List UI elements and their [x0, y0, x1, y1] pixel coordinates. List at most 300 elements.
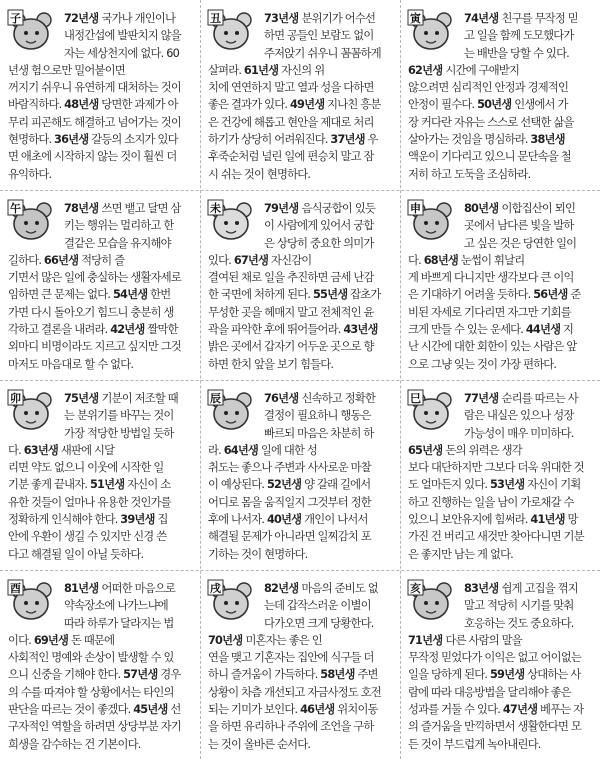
fortune-line	[208, 718, 394, 735]
birth-year-label: 48년생	[64, 98, 99, 112]
fortune-segment: 무성한 곳을 헤매지 말고 전체적인 윤	[208, 305, 374, 319]
fortune-line	[208, 252, 394, 269]
fortune-line	[8, 235, 194, 252]
fortune-segment: 하면 한치 앞을 보기 힘들다.	[208, 357, 334, 371]
fortune-text	[208, 10, 394, 183]
fortune-segment: 고 싶은 것은 당연한 일이	[464, 236, 577, 250]
fortune-segment: 임하면 큰 문제는 없다.	[8, 288, 113, 302]
fortune-line	[8, 269, 194, 286]
fortune-line	[8, 615, 194, 632]
fortune-line	[408, 701, 594, 718]
fortune-line	[208, 580, 394, 597]
fortune-segment: 이다.	[8, 633, 34, 647]
fortune-line	[408, 338, 594, 355]
birth-year-label: 83년생	[464, 582, 502, 595]
fortune-text	[8, 10, 194, 183]
fortune-segment: 은 건강에 해롭고 현안을 제대로 처리	[208, 115, 374, 129]
fortune-segment: 다고 해결될 일이 아닐 듯하다.	[8, 547, 144, 561]
fortune-line	[208, 45, 394, 62]
zodiac-badge: 子	[10, 12, 21, 25]
fortune-segment: 살펴라.	[208, 63, 244, 77]
fortune-segment: 는 분위기를 바꾸는 것이	[64, 409, 174, 423]
birth-year-label: 42년생	[110, 323, 145, 337]
fortune-line	[208, 476, 394, 493]
fortune-line	[8, 442, 194, 459]
fortune-segment: 다가오면 크게 당황한다.	[264, 616, 374, 630]
zodiac-badge: 丑	[210, 12, 221, 25]
fortune-line	[8, 580, 194, 597]
fortune-segment: 지나친 흥분	[324, 98, 381, 112]
birth-year-label: 40년생	[266, 513, 302, 527]
birth-year-label: 71년생	[408, 633, 446, 647]
fortune-segment: 연을 맺고 기혼자는 집안에 식구들 더	[208, 651, 374, 665]
fortune-text	[8, 200, 194, 373]
fortune-segment: 기분이 저조할 때	[101, 392, 178, 405]
fortune-segment: 구자적인 역할을 하려면 상당부분 자기	[8, 720, 181, 734]
fortune-text	[408, 580, 594, 753]
fortune-line	[208, 62, 394, 79]
fortune-line	[8, 511, 194, 528]
fortune-segment: 곳에서 남다른 빛을 발하	[464, 219, 574, 233]
fortune-segment: 어디로 몸을 움직일지 그것부터 정한	[208, 495, 371, 509]
fortune-line	[208, 338, 394, 355]
fortune-segment: 을 하면 유리하나 주위에 조언을 구하	[208, 720, 374, 734]
fortune-line	[8, 597, 194, 614]
fortune-segment: 자신감이	[268, 253, 312, 267]
birth-year-label: 69년생	[33, 633, 69, 647]
fortune-segment: 키는 행위는 멀리하고 한	[64, 219, 174, 233]
fortune-segment: 저히 하고 도둑을 조심하라.	[408, 167, 531, 181]
fortune-text	[408, 390, 594, 563]
fortune-text	[208, 390, 394, 563]
fortune-segment: 시간에 구애받지	[445, 63, 520, 77]
fortune-line	[408, 442, 594, 459]
fortune-line	[408, 166, 594, 183]
fortune-segment: 장 커다란 자유는 스스로 선택한 삶을	[408, 115, 574, 129]
fortune-segment: 망	[564, 513, 578, 527]
fortune-line	[408, 79, 594, 96]
fortune-segment: 험으로만 밀어붙이면	[31, 63, 125, 77]
birth-year-label: 39년생	[120, 513, 155, 527]
fortune-segment: 약속장소에 나가느냐에	[64, 599, 168, 613]
fortune-segment: 년생	[8, 63, 32, 77]
zodiac-cell-tiger	[400, 0, 600, 190]
birth-year-label: 61년생	[243, 63, 279, 77]
fortune-line	[8, 390, 194, 407]
fortune-segment: 리면 약도 없으니 이웃에 시작한 일	[8, 461, 164, 475]
fortune-segment: 있으니 보안유지에 힘써라.	[408, 513, 531, 527]
fortune-segment: 지	[560, 323, 574, 337]
fortune-text	[408, 200, 594, 373]
fortune-line	[408, 10, 594, 27]
fortune-line	[8, 649, 194, 666]
fortune-segment: 꺼지기 쉬우니 유연하게 대처하는 것이	[8, 81, 181, 95]
fortune-segment: 마저도 마음대로 할 수 없다.	[8, 357, 134, 371]
birth-year-label: 73년생	[264, 12, 302, 25]
fortune-line	[208, 597, 394, 614]
fortune-segment: 안에 우환이 생길 수 있지만 신경 쓴	[8, 530, 167, 544]
birth-year-label: 47년생	[502, 703, 538, 717]
birth-year-label: 41년생	[530, 513, 565, 527]
fortune-segment: 좋은 결과가 있다.	[208, 98, 290, 112]
fortune-line	[8, 666, 194, 683]
fortune-line	[408, 217, 594, 234]
fortune-segment: 든 것이 부드럽게 녹아내린다.	[408, 737, 541, 751]
fortune-line	[408, 546, 594, 563]
fortune-line	[408, 200, 594, 217]
fortune-line	[8, 27, 194, 44]
fortune-segment: 무리 피곤해도 해결하고 넘어가는 것이	[8, 115, 181, 129]
fortune-line	[408, 736, 594, 753]
fortune-segment: 는 배반을 당할 수 있다.	[464, 46, 569, 60]
fortune-line	[408, 718, 594, 735]
birth-year-label: 80년생	[464, 202, 502, 215]
fortune-segment: 라.	[208, 443, 224, 457]
fortune-line	[208, 442, 394, 459]
fortune-segment: 경우	[157, 668, 181, 682]
zodiac-cell-rat	[0, 0, 200, 190]
fortune-line	[408, 304, 594, 321]
fortune-segment: 은 상당히 중요한 의미가	[264, 236, 374, 250]
fortune-segment: 이합집산이 뫼인	[501, 202, 576, 215]
fortune-line	[208, 166, 394, 183]
fortune-segment: 주변	[354, 668, 378, 682]
fortune-segment: 기면서 많은 일에 충실하는 생활자세로	[8, 271, 181, 285]
fortune-line	[408, 511, 594, 528]
fortune-segment: 은 좋지만 남는 게 없다.	[408, 547, 513, 561]
fortune-line	[208, 114, 394, 131]
zodiac-badge: 亥	[410, 582, 421, 595]
fortune-text	[8, 580, 194, 753]
fortune-line	[408, 476, 594, 493]
birth-year-label: 57년생	[123, 668, 158, 682]
fortune-segment: 가능성이 매우 미미하다.	[464, 426, 574, 440]
fortune-segment: 눈썹이 휘날리	[458, 253, 525, 267]
birth-year-label: 81년생	[64, 582, 102, 595]
fortune-line	[8, 200, 194, 217]
fortune-segment: 람에 따라 대응방법을 달리해야 좋은	[408, 685, 571, 699]
birth-year-label: 37년생	[330, 133, 365, 147]
fortune-line	[208, 701, 394, 718]
fortune-segment: 후죽순처럼 널린 일에 편승치 말고 잠	[208, 150, 374, 164]
fortune-line	[408, 597, 594, 614]
fortune-segment: 준	[567, 288, 581, 302]
fortune-segment: 성과를 거둘 수 있다.	[408, 703, 503, 717]
fortune-line	[408, 96, 594, 113]
fortune-segment: 주저앉기 쉬우니 꼼꼼하게	[264, 46, 381, 60]
fortune-line	[8, 425, 194, 442]
fortune-line	[408, 684, 594, 701]
fortune-line	[208, 10, 394, 27]
zodiac-badge: 戌	[210, 582, 221, 595]
fortune-segment: 짤막한	[144, 323, 178, 337]
fortune-segment: 60	[166, 46, 179, 60]
fortune-line	[208, 511, 394, 528]
fortune-segment: 이 사람에게 있어서 궁합	[264, 219, 374, 233]
fortune-segment: 람은 내실은 있으나 성장	[464, 409, 574, 423]
fortune-segment: 가진 건 버리고 새것만 찾아다니면 기분	[408, 530, 584, 544]
fortune-line	[408, 528, 594, 545]
birth-year-label: 82년생	[264, 582, 302, 595]
fortune-line	[408, 425, 594, 442]
fortune-segment: 기하는 것이 현명하다.	[208, 547, 308, 561]
fortune-segment: 보다 대단하지만 그보다 더욱 위대한 것	[408, 461, 584, 475]
fortune-segment: 크게 만들 수 있는 운세다.	[408, 323, 526, 337]
fortune-segment: 국가나 개인이나	[101, 12, 176, 25]
fortune-line	[8, 459, 194, 476]
fortune-segment: 무작정 믿었다가 이익은 없고 어이없는	[408, 651, 581, 665]
zodiac-badge: 申	[410, 202, 421, 215]
fortune-line	[8, 114, 194, 131]
fortune-line	[8, 494, 194, 511]
fortune-line	[8, 96, 194, 113]
fortune-segment: 자신의 위	[278, 63, 325, 77]
fortune-segment: 적당히 즐	[78, 253, 125, 267]
fortune-line	[8, 45, 194, 62]
fortune-line	[408, 649, 594, 666]
fortune-line	[408, 286, 594, 303]
birth-year-label: 58년생	[320, 668, 355, 682]
fortune-line	[8, 304, 194, 321]
fortune-segment: 호응하는 것도 중요하다.	[464, 616, 574, 630]
fortune-line	[8, 718, 194, 735]
fortune-segment: 는데 갑작스러운 이별이	[264, 599, 371, 613]
fortune-line	[208, 632, 394, 649]
fortune-line	[208, 304, 394, 321]
fortune-segment: 곽을 파악한 후에 뛰어들어라.	[208, 323, 344, 337]
fortune-segment: 다.	[408, 253, 424, 267]
fortune-line	[8, 62, 194, 79]
birth-year-label: 62년생	[408, 63, 446, 77]
fortune-segment: 하면 공들인 보람도 없이	[264, 29, 374, 43]
zodiac-badge: 卯	[10, 392, 21, 405]
fortune-segment: 사회적인 명예와 손상이 발생할 수 있	[8, 651, 174, 665]
fortune-segment: 게 바쁘게 다니지만 생각보다 큰 이익	[408, 271, 574, 285]
fortune-line	[8, 476, 194, 493]
birth-year-label: 79년생	[264, 202, 302, 215]
fortune-segment: 길하다.	[8, 253, 44, 267]
fortune-text	[8, 390, 194, 563]
fortune-line	[408, 632, 594, 649]
fortune-line	[208, 79, 394, 96]
fortune-line	[8, 701, 194, 718]
fortune-segment: 면 애초에 시작하지 않는 것이 훨씬 더	[8, 150, 177, 164]
birth-year-label: 55년생	[312, 288, 348, 302]
fortune-segment: 희생을 감수하는 건 기본이다.	[8, 737, 141, 751]
fortune-segment: 위치이동	[334, 703, 378, 717]
fortune-segment: 어떠한 마음으로	[101, 582, 176, 595]
fortune-line	[8, 407, 194, 424]
birth-year-label: 64년생	[223, 443, 259, 457]
fortune-segment: 난 시간에 대한 회한이 있는 사람은 앞	[408, 340, 577, 354]
fortune-segment: 하기가 상당히 어려워진다.	[208, 133, 331, 147]
fortune-line	[8, 252, 194, 269]
fortune-line	[408, 666, 594, 683]
birth-year-label: 43년생	[343, 323, 378, 337]
fortune-line	[8, 632, 194, 649]
fortune-line	[208, 217, 394, 234]
fortune-segment: 유한 것들이 얼마나 유용한 것인가를	[8, 495, 171, 509]
zodiac-cell-snake	[400, 380, 600, 570]
fortune-segment: 결여된 채로 일을 추진하면 금세 난감	[208, 271, 374, 285]
fortune-text	[408, 10, 594, 183]
fortune-segment: 액운이 기다리고 있으니 문단속을 철	[408, 150, 571, 164]
fortune-line	[208, 494, 394, 511]
zodiac-cell-pig	[400, 570, 600, 760]
fortune-segment: 는 것이 올바른 순서다.	[208, 737, 311, 751]
birth-year-label: 70년생	[208, 633, 246, 647]
fortune-segment: 미혼자는 좋은 인	[245, 633, 322, 647]
fortune-segment: 바람직하다.	[8, 98, 65, 112]
fortune-segment: 한번	[147, 288, 171, 302]
fortune-line	[208, 390, 394, 407]
birth-year-label: 72년생	[64, 12, 102, 25]
fortune-line	[8, 217, 194, 234]
fortune-line	[208, 321, 394, 338]
birth-year-label: 38년생	[530, 133, 565, 147]
fortune-segment: 상황이 차츰 개선되고 자금사정도 호전	[208, 685, 381, 699]
fortune-segment: 말고 적당히 시기를 맞춰	[464, 599, 574, 613]
fortune-line	[208, 528, 394, 545]
birth-year-label: 78년생	[64, 202, 102, 215]
fortune-segment: 가장 적당한 방법일 듯하	[64, 426, 174, 440]
birth-year-label: 52년생	[266, 478, 302, 492]
fortune-line	[208, 546, 394, 563]
fortune-segment: 유익하다.	[8, 167, 52, 181]
fortune-line	[408, 131, 594, 148]
zodiac-cell-dog	[200, 570, 400, 760]
fortune-segment: 판단을 따르는 것이 좋겠다.	[8, 703, 134, 717]
fortune-text	[208, 580, 394, 753]
fortune-segment: 자신이 소	[124, 478, 171, 492]
fortune-line	[208, 736, 394, 753]
zodiac-badge: 辰	[210, 392, 221, 405]
birth-year-label: 74년생	[464, 12, 502, 25]
fortune-line	[208, 666, 394, 683]
fortune-line	[208, 286, 394, 303]
birth-year-label: 50년생	[477, 98, 512, 112]
fortune-line	[208, 649, 394, 666]
fortune-segment: 결정이 필요하니 행동은	[264, 409, 371, 423]
fortune-segment: 의 수를 따져야 할 상황에서는 타인의	[8, 685, 174, 699]
birth-year-label: 54년생	[112, 288, 148, 302]
fortune-segment: 비된 자세로 기다리면 자그만 기회를	[408, 305, 571, 319]
fortune-line	[208, 148, 394, 165]
fortune-segment: 신속하고 정확한	[301, 392, 376, 405]
fortune-segment: 돈의 위력은 생각	[445, 443, 522, 457]
fortune-line	[408, 45, 594, 62]
fortune-segment: 되는 기미가 보인다.	[208, 703, 301, 717]
fortune-segment: 취도는 좋으나 주변과 사사로운 마찰	[208, 461, 371, 475]
birth-year-label: 68년생	[423, 253, 459, 267]
birth-year-label: 65년생	[408, 443, 446, 457]
fortune-segment: 살아가는 것임을 명심하라.	[408, 133, 531, 147]
fortune-line	[208, 425, 394, 442]
fortune-line	[408, 27, 594, 44]
fortune-segment: 않으려면 심리적인 안정과 경제적인	[408, 81, 569, 95]
fortune-segment: 다.	[8, 443, 24, 457]
fortune-line	[208, 269, 394, 286]
fortune-segment: 내정간섭에 발판치지 않을	[64, 29, 181, 43]
fortune-segment: 친구를 무작정 믿	[501, 12, 578, 25]
fortune-segment: 으로 그냥 잊는 것이 가장 편하다.	[408, 357, 557, 371]
fortune-line	[408, 459, 594, 476]
fortune-segment: 자는 세상천지에 없다.	[64, 46, 167, 60]
fortune-segment: 양 갈래 길에서	[301, 478, 371, 492]
fortune-text	[208, 200, 394, 373]
zodiac-cell-rabbit	[0, 380, 200, 570]
fortune-segment: 하니 즐거움이 가득하다.	[208, 668, 321, 682]
fortune-line	[408, 356, 594, 373]
fortune-segment: 안정이 필수다.	[408, 98, 478, 112]
birth-year-label: 45년생	[133, 703, 168, 717]
fortune-segment: 빠르되 마음은 차분히 하	[264, 426, 374, 440]
fortune-line	[8, 338, 194, 355]
fortune-line	[408, 269, 594, 286]
fortune-segment: 후에 나서자.	[208, 513, 267, 527]
fortune-segment: 음식궁합이 있듯	[301, 202, 376, 215]
fortune-segment: 결같은 모습을 유지해야	[64, 236, 171, 250]
zodiac-cell-monkey	[400, 190, 600, 380]
fortune-line	[208, 200, 394, 217]
zodiac-cell-ox	[200, 0, 400, 190]
fortune-line	[408, 407, 594, 424]
birth-year-label: 51년생	[89, 478, 125, 492]
fortune-line	[408, 148, 594, 165]
fortune-line	[408, 390, 594, 407]
fortune-line	[408, 252, 594, 269]
fortune-segment: 순리를 따르는 사	[501, 392, 578, 405]
fortune-line	[8, 528, 194, 545]
birth-year-label: 63년생	[23, 443, 59, 457]
fortune-line	[208, 96, 394, 113]
fortune-segment: 은 기대하기 어려울 듯하다.	[408, 288, 534, 302]
fortune-segment: 당면한 과제가 아	[98, 98, 178, 112]
fortune-segment: 마음의 준비도 없	[301, 582, 378, 595]
fortune-line	[408, 114, 594, 131]
birth-year-label: 67년생	[233, 253, 269, 267]
birth-year-label: 44년생	[525, 323, 561, 337]
fortune-line	[208, 356, 394, 373]
fortune-segment: 밝은 곳에서 갑자기 어두운 곳으로 향	[208, 340, 374, 354]
birth-year-label: 56년생	[533, 288, 568, 302]
zodiac-badge: 午	[10, 202, 21, 215]
fortune-segment: 돈 때문에	[68, 633, 115, 647]
birth-year-label: 49년생	[289, 98, 325, 112]
birth-year-label: 59년생	[489, 668, 525, 682]
fortune-segment: 현명하다.	[8, 133, 55, 147]
zodiac-badge: 未	[210, 202, 221, 215]
fortune-segment: 시 쉬는 것이 현명하다.	[208, 167, 311, 181]
fortune-segment: 따라 하루가 달라지는 법	[64, 616, 174, 630]
fortune-line	[408, 494, 594, 511]
fortune-segment: 쓰면 뱉고 달면 삼	[101, 202, 181, 215]
fortune-segment: 도 얼마든지 있다.	[408, 478, 490, 492]
zodiac-cell-horse	[0, 190, 200, 380]
fortune-line	[8, 684, 194, 701]
zodiac-badge: 巳	[410, 392, 421, 405]
fortune-line	[208, 684, 394, 701]
fortune-line	[8, 79, 194, 96]
fortune-segment: 해결될 문제가 아니라면 일찌감치 포	[208, 530, 371, 544]
fortune-segment: 정확하게 인식해야 한다.	[8, 513, 121, 527]
fortune-segment: 새판에 시달	[58, 443, 115, 457]
fortune-segment: 개인이 나서서	[301, 513, 368, 527]
fortune-segment: 하고 진행하는 일을 남이 가로채갈 수	[408, 495, 574, 509]
fortune-segment: 각하고 결론을 내려라.	[8, 323, 111, 337]
fortune-segment: 쉽게 고집을 꺾지	[501, 582, 578, 595]
fortune-segment: 한 국면에 처하게 된다.	[208, 288, 313, 302]
